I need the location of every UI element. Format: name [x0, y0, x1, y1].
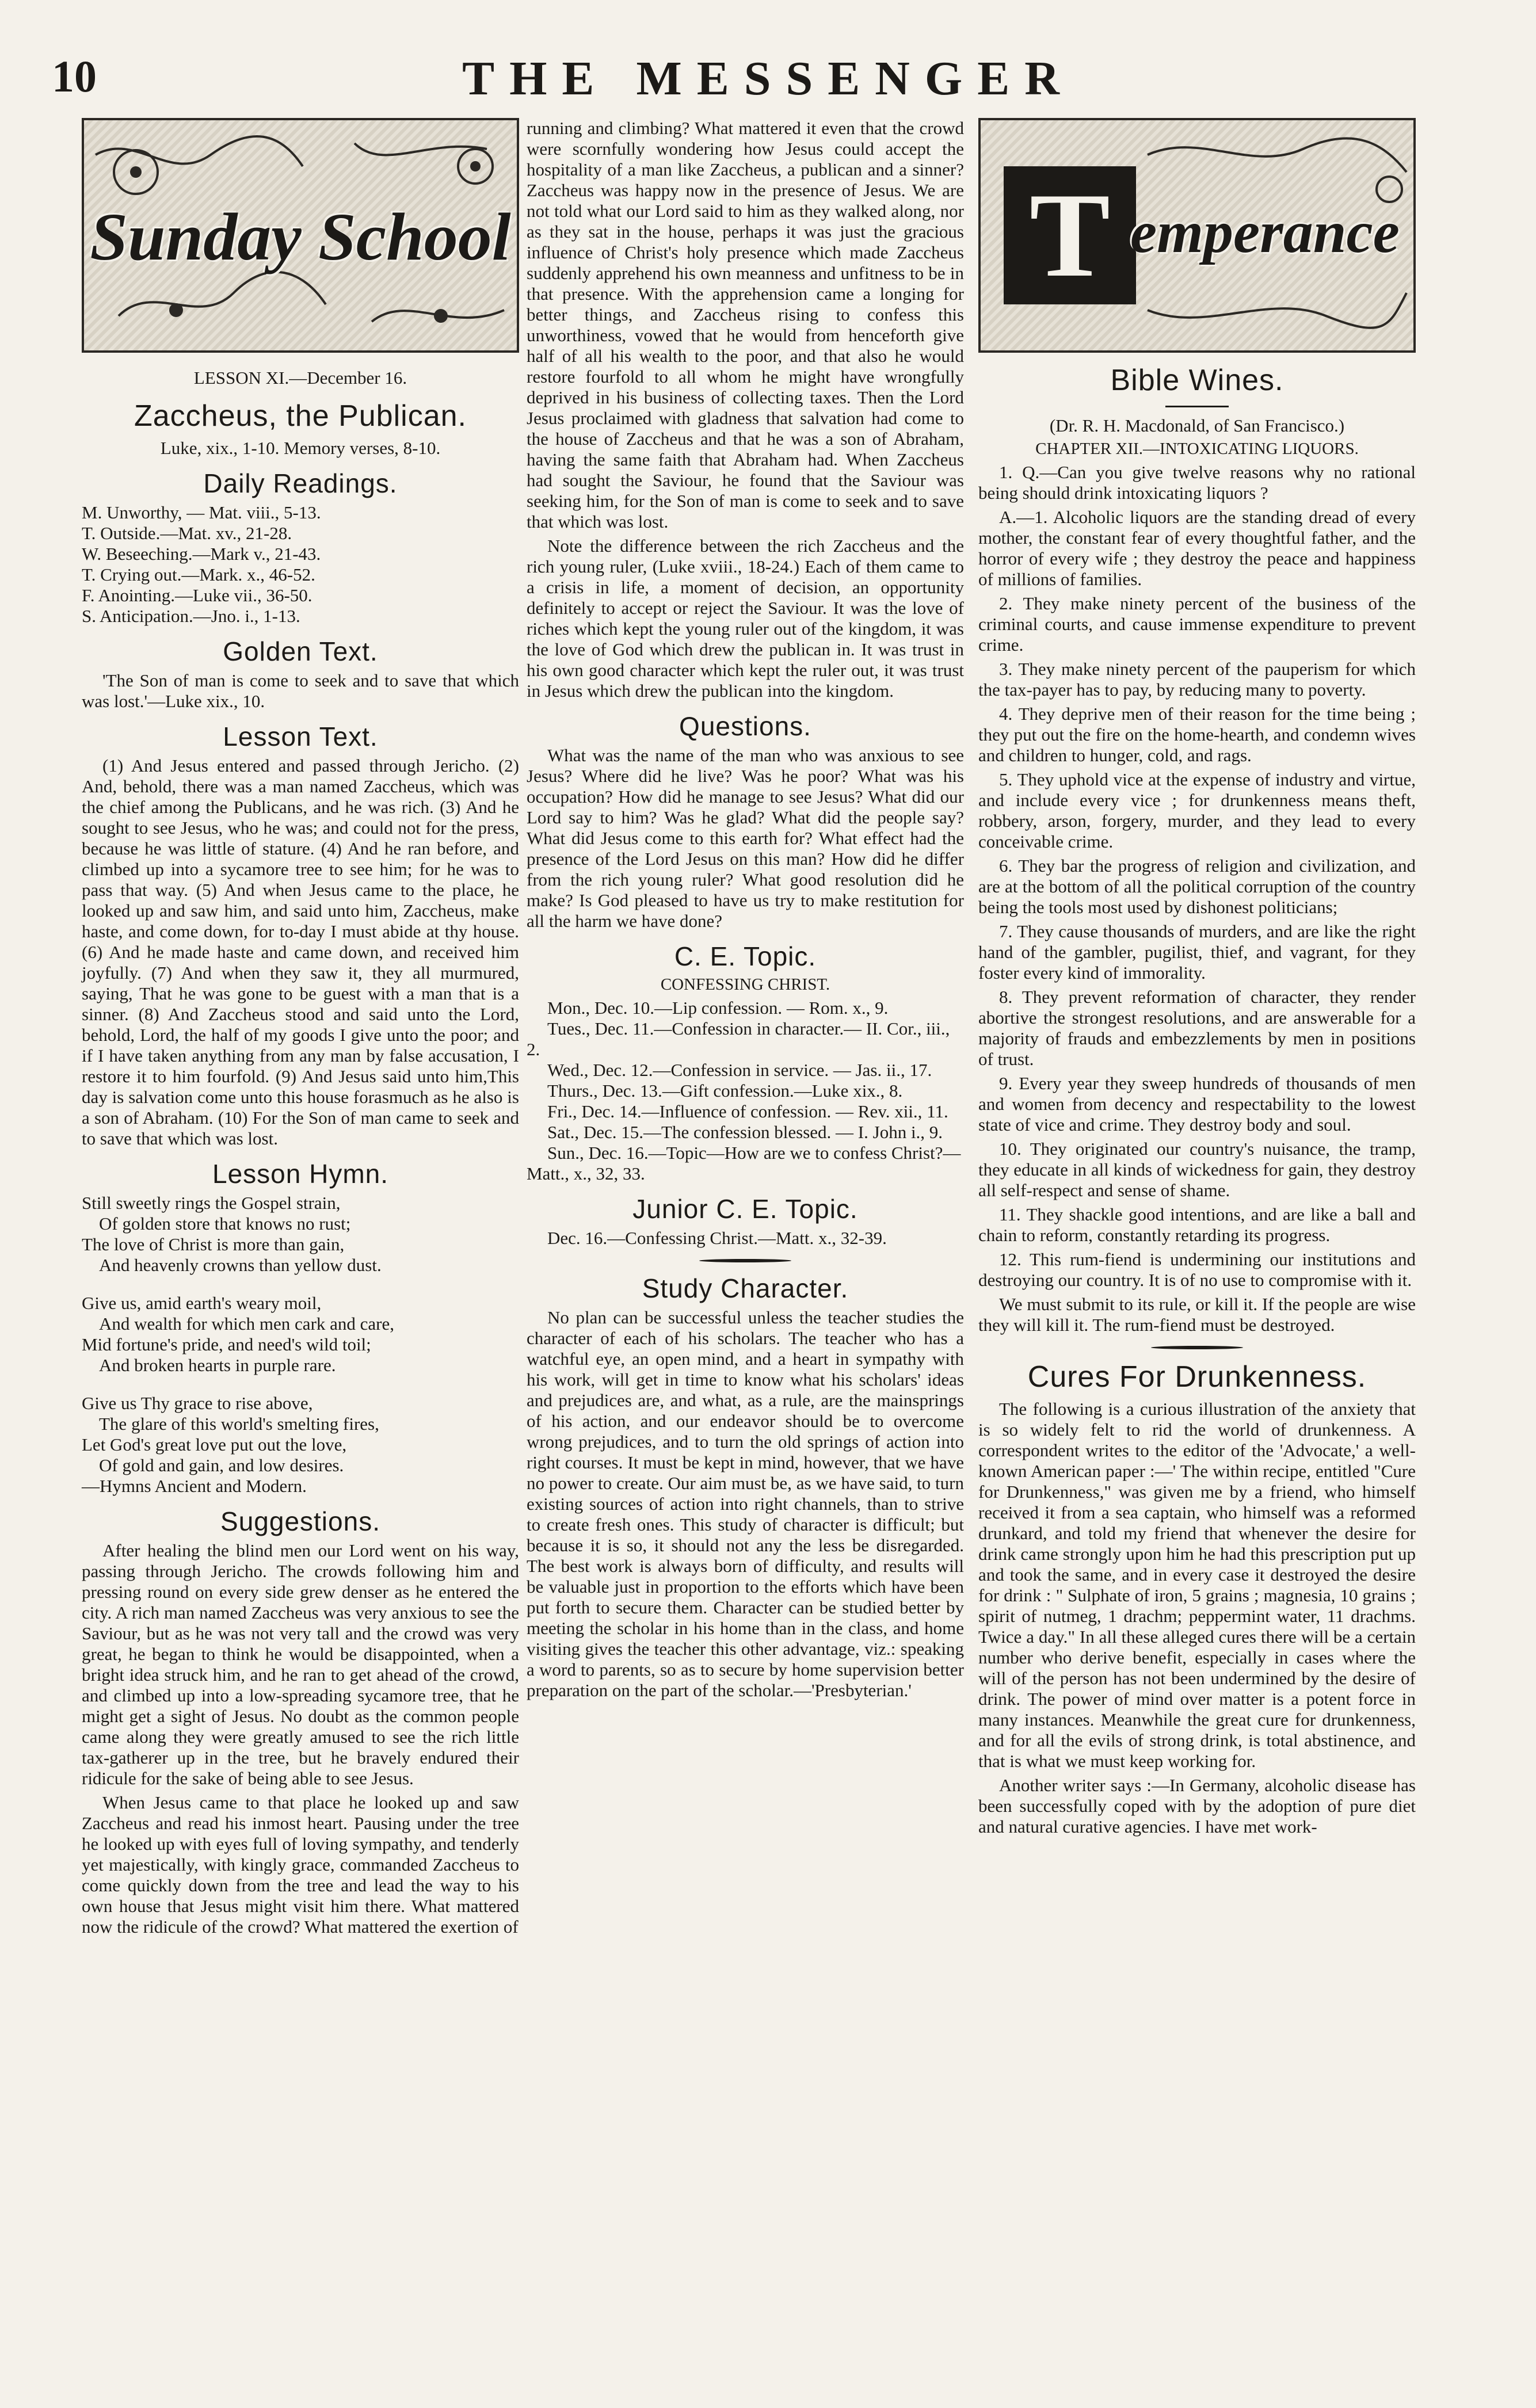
catechism-item: We must submit to its rule, or kill it. If the people are wise they will kill it. The rum-fiend must be destroyed. — [978, 1294, 1416, 1335]
list-item: Tues., Dec. 11.—Confession in character.— II. Cor., iii., 2. — [527, 1018, 950, 1059]
temperance-banner — [978, 118, 1416, 353]
hymn-line: The glare of this world's smelting fires, — [99, 1414, 379, 1434]
catechism-item: 11. They shackle good intentions, and are like a ball and chain to reform, constantly retarding its progress. — [978, 1204, 1416, 1245]
temperance-banner-title: emperance — [1130, 199, 1400, 265]
column-temperance — [978, 118, 1416, 1841]
list-item: T. Outside.—Mat. xv., 21-28. — [82, 523, 292, 543]
hymn-line: Mid fortune's pride, and need's wild toil; — [82, 1334, 371, 1354]
hymn-line: Still sweetly rings the Gospel strain, — [82, 1193, 341, 1213]
article-author: (Dr. R. H. Macdonald, of San Francisco.) — [1049, 415, 1345, 436]
suggestions-paragraph: When Jesus came to that place he looked up and saw Zaccheus and read his inmost heart. Pausing under the tree he looked up with eyes full of loving sympathy, and tenderly yet majestically, with kingly grace, commanded Zaccheus to come quickly down from the tree and lead the way to his own house that Jesus might visit him there. What mattered now the ridicule of the crowd? What mattered the exertion of — [82, 1792, 519, 1937]
junior-ce-topic-text: Dec. 16.—Confessing Christ.—Matt. x., 32-39. — [547, 1228, 887, 1248]
list-item: Fri., Dec. 14.—Influence of confession. — Rev. xii., 11. — [547, 1101, 948, 1121]
catechism-item: 6. They bar the progress of religion and civilization, and are at the bottom of all the political corruption of the country being the tools most used by dishonest politicians; — [978, 856, 1416, 917]
hymn-stanza — [82, 1393, 519, 1476]
hymn-line: Give us Thy grace to rise above, — [82, 1393, 313, 1413]
column-middle — [527, 118, 964, 1704]
hymn-line: And broken hearts in purple rare. — [99, 1355, 336, 1375]
golden-text: 'The Son of man is come to seek and to save that which was lost.'—Luke xix., 10. — [82, 670, 519, 711]
list-item: M. Unworthy, — Mat. viii., 5-13. — [82, 502, 321, 522]
page-number: 10 — [52, 51, 97, 101]
section-divider — [699, 1259, 791, 1262]
ce-topic-heading: C. E. Topic. — [674, 941, 817, 971]
lesson-title: Zaccheus, the Publican. — [134, 399, 467, 433]
temperance-initial: T — [1004, 166, 1136, 304]
lesson-text-heading: Lesson Text. — [223, 722, 378, 751]
list-item: Wed., Dec. 12.—Confession in service. — Jas. ii., 17. — [547, 1060, 932, 1080]
catechism-item: 5. They uphold vice at the expense of industry and virtue, and include every vice ; for drunkenness means theft, robbery, arson, forgery, murder, and they lead to every conceivable crime. — [978, 769, 1416, 852]
list-item: Sun., Dec. 16.—Topic—How are we to confess Christ?—Matt., x., 32, 33. — [527, 1143, 961, 1184]
hymn-source: —Hymns Ancient and Modern. — [82, 1476, 307, 1496]
lesson-text: (1) And Jesus entered and passed through Jericho. (2) And, behold, there was a man named Zaccheus, which was the chief among the Publicans, and he was rich. (3) And he sought to see Jesus, who he was; and could not for the press, because he was little of stature. (4) And he ran before, and climbed up into a sycamore tree to see him; for he was to pass that way. (5) And when Jesus came to the place, he looked up and saw him, and said unto him, Zaccheus, make haste, and come down, for to-day I must abide at thy house. (6) And he made haste and came down, and received him joyfully. (7) And when they saw it, they all murmured, saying, That he was gone to be guest with a man that is a sinner. (8) And Zaccheus stood and said unto the Lord, behold, Lord, the half of my goods I give unto the poor; and if I have taken anything from any man by false accusation, I restore it to him fourfold. (9) And Jesus said unto him,This day is salvation come unto this house forasmuch as he also is a son of Abraham. (10) For the Son of man came to seek and to save that which was lost. — [82, 755, 519, 1148]
questions-heading: Questions. — [679, 711, 811, 741]
catechism-item: 8. They prevent reformation of character, they render abortive the strongest resolutions, and are answerable for a majority of frauds and embezzlements by men in positions of trust. — [978, 987, 1416, 1069]
list-item: S. Anticipation.—Jno. i., 1-13. — [82, 606, 300, 626]
hymn-line: Give us, amid earth's weary moil, — [82, 1293, 322, 1313]
hymn-line: And heavenly crowns than yellow dust. — [99, 1255, 382, 1275]
masthead-title: THE MESSENGER — [462, 52, 1074, 105]
catechism-item: A.—1. Alcoholic liquors are the standing dread of every mother, the constant fear of every thoughtful father, and the horror of every wife ; they destroy the peace and happiness of millions of families. — [978, 507, 1416, 589]
catechism-item: 7. They cause thousands of murders, and are like the right hand of the gambler, pugilist, thief, and vagrant, for they foster every kind of immorality. — [978, 921, 1416, 983]
suggestions-paragraph: Note the difference between the rich Zaccheus and the rich young ruler, (Luke xviii., 18-24.) Each of them came to a crisis in life, a moment of decision, an opportunity definitely to accept or reject the Saviour. It was the love of riches which kept the young ruler out of the kingdom, it was the love of God which drew the publican in. It was trust in his own good character which kept the ruler out, it was trust in Jesus which drew the publican into the kingdom. — [527, 536, 964, 701]
daily-readings-list — [82, 502, 519, 627]
hymn-stanza — [82, 1193, 519, 1276]
study-character-text: No plan can be successful unless the teacher studies the character of each of his scholars. The teacher who has a watchful eye, an open mind, and a heart in sympathy with his work, will get in time to know what his scholars' ideas and prejudices are, and what, as a rule, are the mainsprings of his action, and our endeavor should be to overcome wrong prejudices, and to turn the old springs of action into right courses. It must be kept in mind, however, that we have no power to create. Our aim must be, as we have said, to turn existing sources of action into right channels, than to strive to create fresh ones. This study of character is difficult; but because it is so, it should not any the less be disregarded. The best work is always born of difficulty, and results will be valuable just in proportion to the efforts which have been put forth to secure them. Character can be studied better by meeting the scholar in his home than in the class, and home visiting gives the teacher this other advantage, viz.: speaking a word to parents, so as to secure by home supervision better preparation on the part of the scholar.—'Presbyterian.' — [527, 1307, 964, 1700]
suggestions-heading: Suggestions. — [220, 1506, 380, 1536]
column-sunday-school — [82, 118, 519, 1941]
lesson-number: LESSON XI.—December 16. — [193, 368, 407, 388]
sunday-school-banner — [82, 118, 519, 353]
lesson-hymn-heading: Lesson Hymn. — [212, 1159, 388, 1189]
list-item: F. Anointing.—Luke vii., 36-50. — [82, 585, 312, 605]
lesson-reference: Luke, xix., 1-10. Memory verses, 8-10. — [160, 438, 441, 458]
suggestions-continued: running and climbing? What mattered it even that the crowd were scornfully wondering how Jesus could accept the hospitality of a man like Zaccheus, a publican and a sinner? Zaccheus was happy now in the presence of Jesus. We are not told what our Lord said to him as they walked along, nor as they sat in the house, perhaps it was just the gracious influence of Christ's holy presence which made Zaccheus suddenly apprehend his own meanness and unfitness to be in that presence. With the apprehension came a longing for better things, and Zaccheus rising to confess this unworthiness, vowed that he would from henceforth give half of all his wealth to the poor, and that also he would restore fourfold to all whom he might have wrongfully deprived in his business of collecting taxes. Then the Lord Jesus proclaimed with gladness that salvation had come to the house of Zaccheus and that he was a son of Abraham, having the same faith that Abraham had. When Zaccheus had sought the Saviour, he found that the Saviour was seeking him, for the Son of man is come to seek and to save that which was lost. — [527, 118, 964, 532]
chapter-title: CHAPTER XII.—INTOXICATING LIQUORS. — [1035, 440, 1359, 458]
bible-wines-heading: Bible Wines. — [1110, 364, 1284, 397]
list-item: W. Beseeching.—Mark v., 21-43. — [82, 544, 321, 564]
catechism-item: 2. They make ninety percent of the business of the criminal courts, and cause immense expenditure to prevent crime. — [978, 593, 1416, 655]
catechism-item: 1. Q.—Can you give twelve reasons why no rational being should drink intoxicating liquors ? — [978, 462, 1416, 503]
ce-topic-subheading: CONFESSING CHRIST. — [660, 975, 830, 994]
catechism-item: 3. They make ninety percent of the pauperism for which the tax-payer has to pay, by reducing many to poverty. — [978, 659, 1416, 700]
cures-paragraph: Another writer says :—In Germany, alcoholic disease has been successfully coped with by the adoption of pure diet and natural curative agencies. I have met work- — [978, 1775, 1416, 1837]
lesson-hymn — [82, 1193, 519, 1497]
masthead — [52, 51, 1485, 114]
junior-ce-topic-heading: Junior C. E. Topic. — [632, 1194, 858, 1224]
list-item: Sat., Dec. 15.—The confession blessed. — I. John i., 9. — [547, 1122, 943, 1142]
catechism-item: 10. They originated our country's nuisance, the tramp, they educate in all kinds of wickedness for gain, they destroy all self-respect and sense of shame. — [978, 1139, 1416, 1200]
golden-text-heading: Golden Text. — [223, 636, 378, 666]
hymn-line: Of golden store that knows no rust; — [99, 1213, 351, 1234]
hymn-stanza — [82, 1293, 519, 1376]
questions-text: What was the name of the man who was anxious to see Jesus? Where did he live? Was he poor? What was his occupation? How did he manage to see Jesus? What did our Lord say to him? Was he glad? What did the people say? What did Jesus come to this earth for? What effect had the presence of the Lord Jesus on this man? How did he differ from the rich young ruler? What good resolution did he make? Is God pleased to have us try to make restitution for all the harm we have done? — [527, 745, 964, 931]
hymn-line: Let God's great love put out the love, — [82, 1434, 347, 1455]
list-item: Mon., Dec. 10.—Lip confession. — Rom. x., 9. — [547, 998, 889, 1018]
hymn-line: The love of Christ is more than gain, — [82, 1234, 345, 1254]
study-character-heading: Study Character. — [642, 1273, 849, 1303]
heading-rule — [1165, 406, 1229, 407]
sunday-school-banner-title: Sunday School — [90, 199, 511, 274]
section-divider — [1151, 1346, 1243, 1349]
suggestions-paragraph: After healing the blind men our Lord went on his way, passing through Jericho. The crowds following him and pressing round on every side grew denser as he entered the city. A rich man named Zaccheus was very anxious to see the Saviour, but as he was not very tall and the crowd was very great, he began to think he would be disappointed, when a bright idea struck him, and he ran to get ahead of the crowd, and climbed up into a low-spreading sycamore tree, that he might get a sight of Jesus. No doubt as the common people came along they were greatly amused to see the rich little tax-gatherer up in the tree, but he bravely endured their ridicule for the sake of being able to see Jesus. — [82, 1540, 519, 1788]
hymn-line: Of gold and gain, and low desires. — [99, 1455, 344, 1475]
catechism-item: 12. This rum-fiend is undermining our institutions and destroying our country. It is of no use to compromise with it. — [978, 1249, 1416, 1290]
cures-paragraph: The following is a curious illustration of the anxiety that is so widely felt to rid the world of drunkenness. A correspondent writes to the editor of the 'Advocate,' a well-known American paper :—' The within recipe, entitled "Cure for Drunkenness," was given me by a friend, who himself received it from a sea captain, who himself was a reformed drunkard, and told my friend that whenever the desire for drink came strongly upon him he had this prescription put up and took the same, and in every case it destroyed the desire for drink : " Sulphate of iron, 5 grains ; magnesia, 10 grains ; spirit of nutmeg, 1 drachm; peppermint water, 11 drachms. Twice a day." In all these alleged cures there will be a certain number who derive benefit, especially in cases where the will of the person has not been undermined by the desire of drink. The power of mind over matter is a potent force in many instances. Meanwhile the great cure for drunkenness, and for all the evils of strong drink, is total abstinence, and that is what we must keep working for. — [978, 1399, 1416, 1771]
list-item: T. Crying out.—Mark. x., 46-52. — [82, 564, 315, 585]
hymn-line: And wealth for which men cark and care, — [99, 1314, 394, 1334]
cures-heading: Cures For Drunkenness. — [1027, 1360, 1367, 1394]
ce-topic-list — [527, 998, 964, 1184]
daily-readings-heading: Daily Readings. — [203, 468, 398, 498]
list-item: Thurs., Dec. 13.—Gift confession.—Luke xix., 8. — [547, 1081, 903, 1101]
catechism-item: 9. Every year they sweep hundreds of thousands of men and women from decency and respectability to the lowest state of vice and crime. They destroy body and soul. — [978, 1073, 1416, 1135]
catechism-item: 4. They deprive men of their reason for the time being ; they put out the fire on the home-hearth, and condemn wives and children to hunger, cold, and rags. — [978, 704, 1416, 765]
